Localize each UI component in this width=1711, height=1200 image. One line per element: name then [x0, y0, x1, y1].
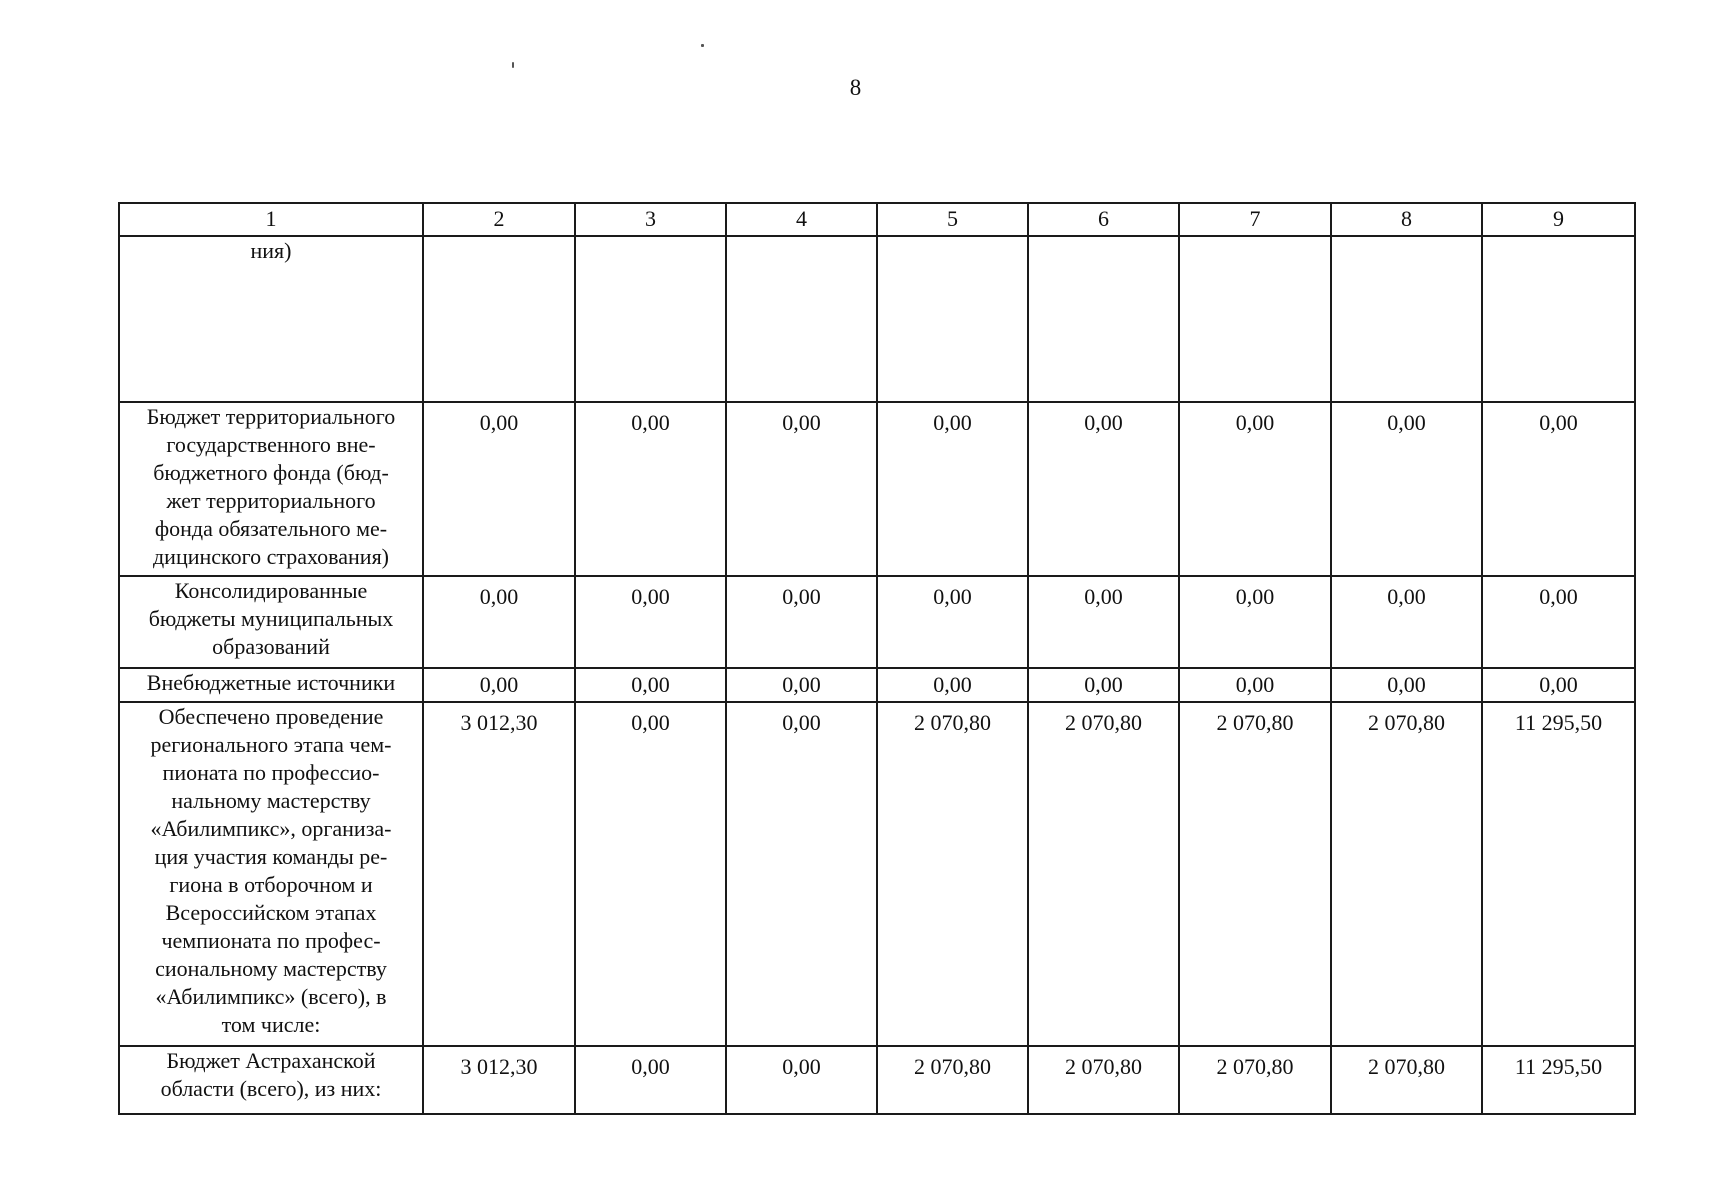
value-cell: 0,00: [575, 668, 726, 702]
value-cell: 2 070,80: [877, 1046, 1028, 1114]
table-row: [119, 668, 1635, 702]
value-cell: 0,00: [726, 402, 877, 576]
value-cell: 2 070,80: [1028, 1046, 1179, 1114]
value-cell: [877, 236, 1028, 402]
column-header: 5: [877, 203, 1028, 236]
value-cell: 0,00: [575, 702, 726, 1046]
budget-table: [118, 202, 1636, 1115]
value-cell: 0,00: [575, 1046, 726, 1114]
row-label: Консолидированные бюджеты муниципальных образований: [119, 576, 423, 668]
column-header: 3: [575, 203, 726, 236]
value-cell: 0,00: [575, 402, 726, 576]
value-cell: 0,00: [423, 576, 575, 668]
value-cell: 11 295,50: [1482, 1046, 1635, 1114]
row-label: Обеспечено проведение регионального этапа чем- пионата по профессио- нальному мастерству «Абилимпикс», организа- ция участия команды ре- гиона в отборочном и Всероссийском этапах чемпионата по профес- сиональному мастерству «Абилимпикс» (всего), в том числе:: [119, 702, 423, 1046]
value-cell: [575, 236, 726, 402]
row-label: Внебюджетные источники: [119, 668, 423, 702]
scan-speck: [512, 62, 514, 68]
value-cell: 0,00: [726, 1046, 877, 1114]
value-cell: 0,00: [1482, 668, 1635, 702]
value-cell: [1331, 236, 1482, 402]
header-row: [119, 203, 1635, 236]
column-header: 8: [1331, 203, 1482, 236]
value-cell: 0,00: [726, 702, 877, 1046]
row-label: Бюджет территориального государственного вне- бюджетного фонда (бюд- жет территориального фонда обязательного ме- дицинского страхования): [119, 402, 423, 576]
value-cell: 0,00: [1179, 668, 1331, 702]
value-cell: 0,00: [1482, 576, 1635, 668]
value-cell: 0,00: [1028, 576, 1179, 668]
table-row: [119, 576, 1635, 668]
column-header: 6: [1028, 203, 1179, 236]
value-cell: 3 012,30: [423, 1046, 575, 1114]
value-cell: [1028, 236, 1179, 402]
value-cell: 11 295,50: [1482, 702, 1635, 1046]
value-cell: 0,00: [726, 576, 877, 668]
value-cell: 0,00: [1331, 668, 1482, 702]
value-cell: [1179, 236, 1331, 402]
value-cell: 0,00: [423, 668, 575, 702]
column-header: 9: [1482, 203, 1635, 236]
scan-speck: [701, 44, 704, 47]
value-cell: 0,00: [1028, 668, 1179, 702]
value-cell: 0,00: [726, 668, 877, 702]
column-header: 1: [119, 203, 423, 236]
value-cell: 2 070,80: [1179, 702, 1331, 1046]
value-cell: 0,00: [1331, 576, 1482, 668]
value-cell: 0,00: [1482, 402, 1635, 576]
table-row: [119, 402, 1635, 576]
row-label: ния): [119, 236, 423, 402]
value-cell: 0,00: [1179, 576, 1331, 668]
value-cell: 0,00: [1179, 402, 1331, 576]
page-number: 8: [849, 75, 862, 100]
value-cell: 2 070,80: [1179, 1046, 1331, 1114]
value-cell: 0,00: [575, 576, 726, 668]
column-header: 7: [1179, 203, 1331, 236]
value-cell: [1482, 236, 1635, 402]
value-cell: 0,00: [877, 402, 1028, 576]
value-cell: 2 070,80: [1331, 1046, 1482, 1114]
value-cell: 0,00: [423, 402, 575, 576]
value-cell: 2 070,80: [1028, 702, 1179, 1046]
value-cell: 0,00: [1028, 402, 1179, 576]
value-cell: 0,00: [877, 576, 1028, 668]
row-label: Бюджет Астраханской области (всего), из них:: [119, 1046, 423, 1114]
value-cell: 3 012,30: [423, 702, 575, 1046]
table-row: [119, 1046, 1635, 1114]
value-cell: 0,00: [877, 668, 1028, 702]
table-row: [119, 236, 1635, 402]
value-cell: 2 070,80: [1331, 702, 1482, 1046]
value-cell: 0,00: [1331, 402, 1482, 576]
column-header: 4: [726, 203, 877, 236]
column-header: 2: [423, 203, 575, 236]
value-cell: 2 070,80: [877, 702, 1028, 1046]
table-row: [119, 702, 1635, 1046]
value-cell: [726, 236, 877, 402]
value-cell: [423, 236, 575, 402]
